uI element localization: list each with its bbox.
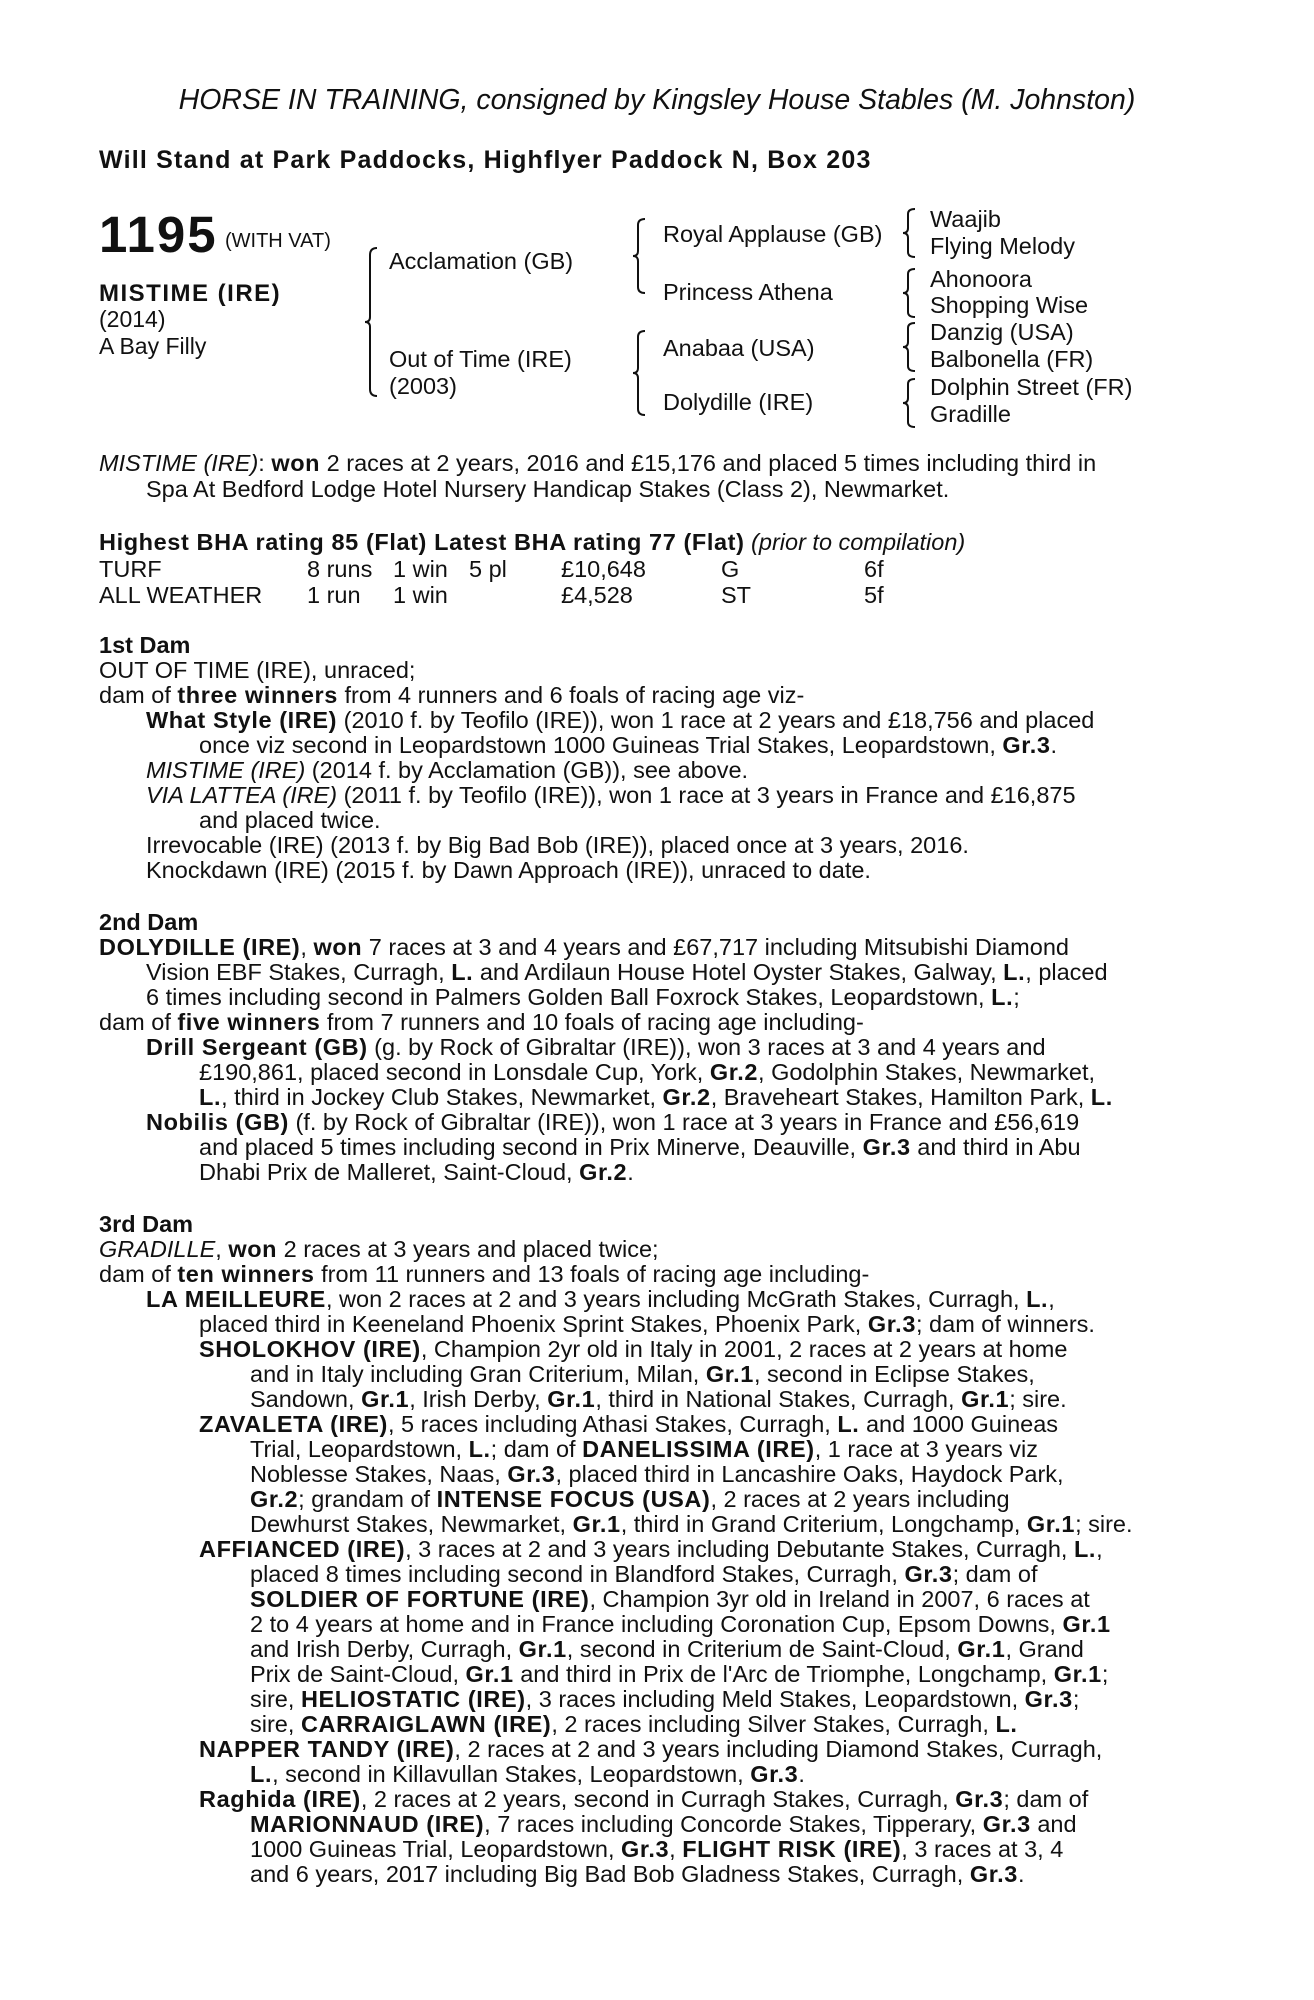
dam3-line <box>250 1687 1079 1712</box>
t: (2010 f. by Teofilo (IRE)), won 1 race at 2 years and £18,756 and placed <box>337 707 1095 733</box>
t: MARIONNAUD (IRE) <box>250 1811 485 1837</box>
t: Gr.3 <box>750 1761 799 1787</box>
dam3-line <box>199 1412 1058 1437</box>
t: L. <box>250 1761 273 1787</box>
dam3-line <box>250 1362 1035 1387</box>
dam1-line <box>199 733 1057 758</box>
t: LA MEILLEURE <box>146 1286 326 1312</box>
row-going: G <box>721 556 740 582</box>
pedigree-bracket-gs2 <box>902 268 918 318</box>
t: CARRAIGLAWN (IRE) <box>300 1711 552 1737</box>
t: £190,861, placed second in Lonsdale Cup, York, <box>199 1059 710 1085</box>
summary-won: won <box>271 450 321 476</box>
dam3-line <box>250 1612 1111 1637</box>
dam3-line <box>250 1637 1084 1662</box>
t: , placed third in Lancashire Oaks, Haydock Park, <box>555 1461 1064 1487</box>
pedigree-dam-sire: Anabaa (USA) <box>663 335 815 361</box>
dam2-line <box>146 985 1020 1010</box>
dam1-line <box>99 683 804 708</box>
t: , 5 races including Athasi Stakes, Curragh, <box>387 1411 838 1437</box>
t: . <box>798 1761 805 1787</box>
t: Gr.1 <box>465 1661 514 1687</box>
row-wins: 1 win <box>393 582 448 608</box>
pedigree-bracket-sire <box>632 218 648 294</box>
dam3-line <box>250 1512 1133 1537</box>
t: 6 times including second in Palmers Golden Ball Foxrock Stakes, Leopardstown, <box>146 984 992 1010</box>
t: L. <box>1073 1536 1097 1562</box>
t: , placed <box>1025 959 1108 985</box>
dam2-line <box>199 1060 1095 1085</box>
t: Drill Sergeant (GB) <box>146 1034 368 1060</box>
t: and 6 years, 2017 including Big Bad Bob Gladness Stakes, Curragh, <box>250 1861 970 1887</box>
row-runs: 8 runs <box>307 556 373 582</box>
t: DANELISSIMA (IRE) <box>582 1436 815 1462</box>
dam3-line <box>250 1862 1024 1887</box>
t: VIA LATTEA (IRE) <box>146 782 338 808</box>
t: and in Italy including Gran Criterium, Milan, <box>250 1361 706 1387</box>
dam2-line <box>199 1160 634 1185</box>
t: once viz second in Leopardstown 1000 Guineas Trial Stakes, Leopardstown, <box>199 732 1003 758</box>
lot-number: 1195 <box>99 206 218 263</box>
t: won <box>228 1236 278 1262</box>
t: Gr.2 <box>709 1059 759 1085</box>
t: Gr.1 <box>572 1511 621 1537</box>
t: Gr.1 <box>1026 1511 1076 1537</box>
t: , third in Jockey Club Stakes, Newmarket, <box>221 1084 663 1110</box>
t: 2 to 4 years at home and in France including Coronation Cup, Epsom Downs, <box>250 1611 1063 1637</box>
t: sire, <box>250 1711 301 1737</box>
pedigree-bracket-dam <box>632 330 648 416</box>
ratings-note: (prior to compilation) <box>744 529 966 555</box>
t: What Style (IRE) <box>146 707 338 733</box>
dam3-line <box>250 1762 805 1787</box>
dam3-line <box>250 1562 1038 1587</box>
t: FLIGHT RISK (IRE) <box>682 1836 902 1862</box>
t: L. <box>1090 1084 1113 1110</box>
pedigree-dam: Out of Time (IRE) <box>389 346 572 372</box>
dam2-line <box>99 935 1069 960</box>
dam3-line <box>250 1437 1038 1462</box>
t: Gr.2 <box>579 1159 628 1185</box>
t: L. <box>1026 1286 1049 1312</box>
dam3-line <box>250 1837 1063 1862</box>
t: from 11 runners and 13 foals of racing age including- <box>314 1261 870 1287</box>
dam3-line <box>199 1537 1103 1562</box>
row-distance: 6f <box>864 556 884 582</box>
t: ; sire. <box>1075 1511 1133 1537</box>
t: Gr.3 <box>867 1311 916 1337</box>
ratings-heading <box>99 530 965 555</box>
t: , third in National Stakes, Curragh, <box>595 1386 962 1412</box>
t: ZAVALETA (IRE) <box>199 1411 388 1437</box>
t: Gr.1 <box>705 1361 754 1387</box>
pedigree-gg4: Shopping Wise <box>930 292 1089 318</box>
t: dam of <box>99 682 178 708</box>
t: SOLDIER OF FORTUNE (IRE) <box>250 1586 590 1612</box>
t: . <box>627 1159 634 1185</box>
t: INTENSE FOCUS (USA) <box>436 1486 711 1512</box>
t: L. <box>199 1084 222 1110</box>
pedigree-gg1: Waajib <box>930 206 1001 232</box>
t: ; <box>1101 1661 1109 1687</box>
dam3-line <box>99 1262 869 1287</box>
t: 7 races at 3 and 4 years and £67,717 including Mitsubishi Diamond <box>362 934 1069 960</box>
pedigree-bracket-main <box>364 247 380 397</box>
t: ; dam of <box>1003 1786 1089 1812</box>
summary-text: 2 races at 2 years, 2016 and £15,176 and placed 5 times including third in <box>320 450 1097 476</box>
dam3-line <box>250 1662 1108 1687</box>
dam2-line <box>146 960 1108 985</box>
dam3-line <box>250 1387 1067 1412</box>
t: DOLYDILLE (IRE) <box>99 934 301 960</box>
pedigree-gg2: Flying Melody <box>930 233 1075 259</box>
horse-name: MISTIME (IRE) <box>99 280 282 307</box>
t: , 2 races at 2 years, second in Curragh Stakes, Curragh, <box>360 1786 956 1812</box>
row-going: ST <box>721 582 752 608</box>
stand-location: Will Stand at Park Paddocks, Highflyer Paddock N, Box 203 <box>99 146 872 174</box>
t: Trial, Leopardstown, <box>250 1436 469 1462</box>
t: from 4 runners and 6 foals of racing age viz- <box>337 682 805 708</box>
t: Gr.2 <box>662 1084 711 1110</box>
dam1-line <box>146 708 1094 733</box>
t: ; <box>1072 1686 1080 1712</box>
t: Gr.2 <box>250 1486 299 1512</box>
t: , Grand <box>1005 1636 1084 1662</box>
t: Gr.3 <box>1024 1686 1073 1712</box>
t: and third in Prix de l'Arc de Triomphe, Longchamp, <box>513 1661 1054 1687</box>
t: L. <box>991 984 1014 1010</box>
t: Gr.1 <box>957 1636 1006 1662</box>
dam2-line <box>199 1135 1081 1160</box>
t: Nobilis (GB) <box>146 1109 289 1135</box>
dam3-line <box>250 1712 1018 1737</box>
dam1-line <box>146 758 748 783</box>
t: , 3 races at 3, 4 <box>901 1836 1064 1862</box>
t: AFFIANCED (IRE) <box>199 1536 406 1562</box>
t: Gr.3 <box>982 1811 1031 1837</box>
t: three winners <box>177 682 338 708</box>
row-prize: £4,528 <box>561 582 633 608</box>
dam3-line <box>199 1312 1095 1337</box>
t: Gr.1 <box>547 1386 596 1412</box>
t: , 3 races at 2 and 3 years including Debutante Stakes, Curragh, <box>405 1536 1074 1562</box>
dam3-line <box>250 1462 1064 1487</box>
t: L. <box>837 1411 860 1437</box>
pedigree-dam-year: (2003) <box>389 373 457 399</box>
t: Vision EBF Stakes, Curragh, <box>146 959 452 985</box>
t: 1000 Guineas Trial, Leopardstown, <box>250 1836 622 1862</box>
dam3-line <box>146 1287 1055 1312</box>
t: , won 2 races at 2 and 3 years including McGrath Stakes, Curragh, <box>325 1286 1027 1312</box>
pedigree-dam-dam: Dolydille (IRE) <box>663 389 814 415</box>
summary-text: : <box>258 450 272 476</box>
t: Gr.3 <box>904 1561 953 1587</box>
t: Prix de Saint-Cloud, <box>250 1661 466 1687</box>
t: Gr.3 <box>621 1836 670 1862</box>
t: (2014 f. by Acclamation (GB)), see above. <box>305 757 749 783</box>
dam3-heading: 3rd Dam <box>99 1211 194 1237</box>
t: , 7 races including Concorde Stakes, Tipperary, <box>484 1811 983 1837</box>
t: Gr.3 <box>507 1461 556 1487</box>
dam2-line <box>99 1010 864 1035</box>
horse-description: A Bay Filly <box>99 333 207 359</box>
dam2-line <box>146 1035 1046 1060</box>
row-surface: ALL WEATHER <box>99 582 263 608</box>
t: NAPPER TANDY (IRE) <box>199 1736 455 1762</box>
pedigree-sire: Acclamation (GB) <box>389 248 574 274</box>
t: placed 8 times including second in Blandford Stakes, Curragh, <box>250 1561 905 1587</box>
t: , Irish Derby, <box>409 1386 548 1412</box>
t: Gr.3 <box>955 1786 1004 1812</box>
t: and placed 5 times including second in Prix Minerve, Deauville, <box>199 1134 863 1160</box>
pedigree-gg5: Danzig (USA) <box>930 319 1074 345</box>
t: Dewhurst Stakes, Newmarket, <box>250 1511 573 1537</box>
t: L. <box>1003 959 1026 985</box>
t: MISTIME (IRE) <box>146 757 306 783</box>
t: , second in Eclipse Stakes, <box>753 1361 1035 1387</box>
t: 2 races at 3 years and placed twice; <box>277 1236 659 1262</box>
t: and third in Abu <box>910 1134 1081 1160</box>
pedigree-gg8: Gradille <box>930 401 1011 427</box>
dam1-line: OUT OF TIME (IRE), unraced; <box>99 657 416 683</box>
dam3-line <box>199 1337 1067 1362</box>
dam1-heading: 1st Dam <box>99 632 191 658</box>
t: Gr.1 <box>961 1386 1010 1412</box>
row-runs: 1 run <box>307 582 361 608</box>
dam1-line: Irrevocable (IRE) (2013 f. by Big Bad Bob (IRE)), placed once at 3 years, 2016. <box>146 832 969 858</box>
t: placed third in Keeneland Phoenix Sprint Stakes, Phoenix Park, <box>199 1311 868 1337</box>
t: dam of <box>99 1261 178 1287</box>
row-surface: TURF <box>99 556 162 582</box>
t: and Ardilaun House Hotel Oyster Stakes, Galway, <box>473 959 1004 985</box>
t: Gr.1 <box>361 1386 410 1412</box>
dam3-line <box>99 1237 659 1262</box>
t: ; dam of <box>490 1436 583 1462</box>
t: five winners <box>177 1009 321 1035</box>
t: Gr.1 <box>518 1636 567 1662</box>
pedigree-bracket-gs1 <box>902 208 918 258</box>
t: SHOLOKHOV (IRE) <box>199 1336 421 1362</box>
t: . <box>1050 732 1058 758</box>
race-summary-line: Spa At Bedford Lodge Hotel Nursery Handicap Stakes (Class 2), Newmarket. <box>146 476 950 502</box>
t: , Champion 2yr old in Italy in 2001, 2 races at 2 years at home <box>420 1336 1068 1362</box>
t: (2011 f. by Teofilo (IRE)), won 1 race at 3 years in France and £16,875 <box>337 782 1076 808</box>
t: , <box>1096 1536 1103 1562</box>
t: dam of <box>99 1009 178 1035</box>
t: . <box>1017 1861 1025 1887</box>
row-distance: 5f <box>864 582 884 608</box>
t: ; dam of winners. <box>916 1311 1095 1337</box>
t: Gr.3 <box>1002 732 1051 758</box>
t: and <box>1030 1811 1077 1837</box>
t: (g. by Rock of Gibraltar (IRE)), won 3 races at 3 and 4 years and <box>367 1034 1046 1060</box>
dam3-line <box>250 1587 1090 1612</box>
t: HELIOSTATIC (IRE) <box>300 1686 526 1712</box>
vat-note: (WITH VAT) <box>225 230 331 252</box>
t: , Braveheart Stakes, Hamilton Park, <box>710 1084 1091 1110</box>
summary-name: MISTIME (IRE) <box>99 450 259 476</box>
t: Dhabi Prix de Malleret, Saint-Cloud, <box>199 1159 580 1185</box>
dam2-heading: 2nd Dam <box>99 909 199 935</box>
t: , <box>669 1836 683 1862</box>
t: , second in Killavullan Stakes, Leopardstown, <box>272 1761 751 1787</box>
pedigree-bracket-gs3 <box>902 322 918 372</box>
t: L. <box>468 1436 491 1462</box>
horse-year: (2014) <box>99 306 166 332</box>
pedigree-gg3: Ahonoora <box>930 266 1032 292</box>
t: , 1 race at 3 years viz <box>814 1436 1039 1462</box>
t: Gr.1 <box>1053 1661 1102 1687</box>
t: , 3 races including Meld Stakes, Leopardstown, <box>525 1686 1025 1712</box>
t: from 7 runners and 10 foals of racing age including- <box>320 1009 864 1035</box>
t: , Godolphin Stakes, Newmarket, <box>758 1059 1096 1085</box>
race-summary-line <box>99 451 1096 476</box>
dam3-line <box>250 1487 1010 1512</box>
t: Sandown, <box>250 1386 362 1412</box>
pedigree-bracket-gs4 <box>902 378 918 428</box>
t: Raghida (IRE) <box>199 1786 361 1812</box>
t: , 2 races including Silver Stakes, Curragh, <box>551 1711 996 1737</box>
t: GRADILLE <box>99 1236 216 1262</box>
t: , <box>215 1236 229 1262</box>
dam3-line <box>199 1737 1102 1762</box>
t: won <box>313 934 363 960</box>
dam3-line <box>199 1787 1088 1812</box>
t: ; sire. <box>1009 1386 1067 1412</box>
dam3-line <box>250 1812 1077 1837</box>
t: sire, <box>250 1686 301 1712</box>
t: ten winners <box>177 1261 315 1287</box>
t: ; grandam of <box>298 1486 437 1512</box>
t: , <box>1048 1286 1055 1312</box>
t: Gr.1 <box>1062 1611 1111 1637</box>
dam1-line: and placed twice. <box>199 807 381 833</box>
dam1-line: Knockdawn (IRE) (2015 f. by Dawn Approach (IRE)), unraced to date. <box>146 857 871 883</box>
dam2-line <box>199 1085 1113 1110</box>
t: Gr.3 <box>862 1134 911 1160</box>
t: , second in Criterium de Saint-Cloud, <box>566 1636 958 1662</box>
dam1-line <box>146 783 1076 808</box>
row-prize: £10,648 <box>561 556 646 582</box>
t: L. <box>995 1711 1018 1737</box>
t: L. <box>451 959 474 985</box>
row-placed: 5 pl <box>469 556 507 582</box>
t: , 2 races at 2 years including <box>710 1486 1010 1512</box>
pedigree-gg6: Balbonella (FR) <box>930 346 1094 372</box>
t: , <box>300 934 314 960</box>
t: and 1000 Guineas <box>859 1411 1059 1437</box>
dam2-line <box>146 1110 1079 1135</box>
pedigree-gg7: Dolphin Street (FR) <box>930 374 1133 400</box>
t: , third in Grand Criterium, Longchamp, <box>620 1511 1027 1537</box>
t: and Irish Derby, Curragh, <box>250 1636 519 1662</box>
t: , Champion 3yr old in Ireland in 2007, 6 races at <box>589 1586 1090 1612</box>
t: ; <box>1013 984 1020 1010</box>
t: Gr.3 <box>969 1861 1018 1887</box>
pedigree-sire-dam: Princess Athena <box>663 279 833 305</box>
consignment-title: HORSE IN TRAINING, consigned by Kingsley House Stables (M. Johnston) <box>178 84 1136 116</box>
pedigree-sire-sire: Royal Applause (GB) <box>663 221 883 247</box>
row-wins: 1 win <box>393 556 448 582</box>
ratings-text: Highest BHA rating 85 (Flat) Latest BHA rating 77 (Flat) <box>99 529 745 555</box>
t: Noblesse Stakes, Naas, <box>250 1461 508 1487</box>
t: , 2 races at 2 and 3 years including Diamond Stakes, Curragh, <box>454 1736 1103 1762</box>
t: ; dam of <box>952 1561 1038 1587</box>
t: (f. by Rock of Gibraltar (IRE)), won 1 race at 3 years in France and £56,619 <box>288 1109 1080 1135</box>
